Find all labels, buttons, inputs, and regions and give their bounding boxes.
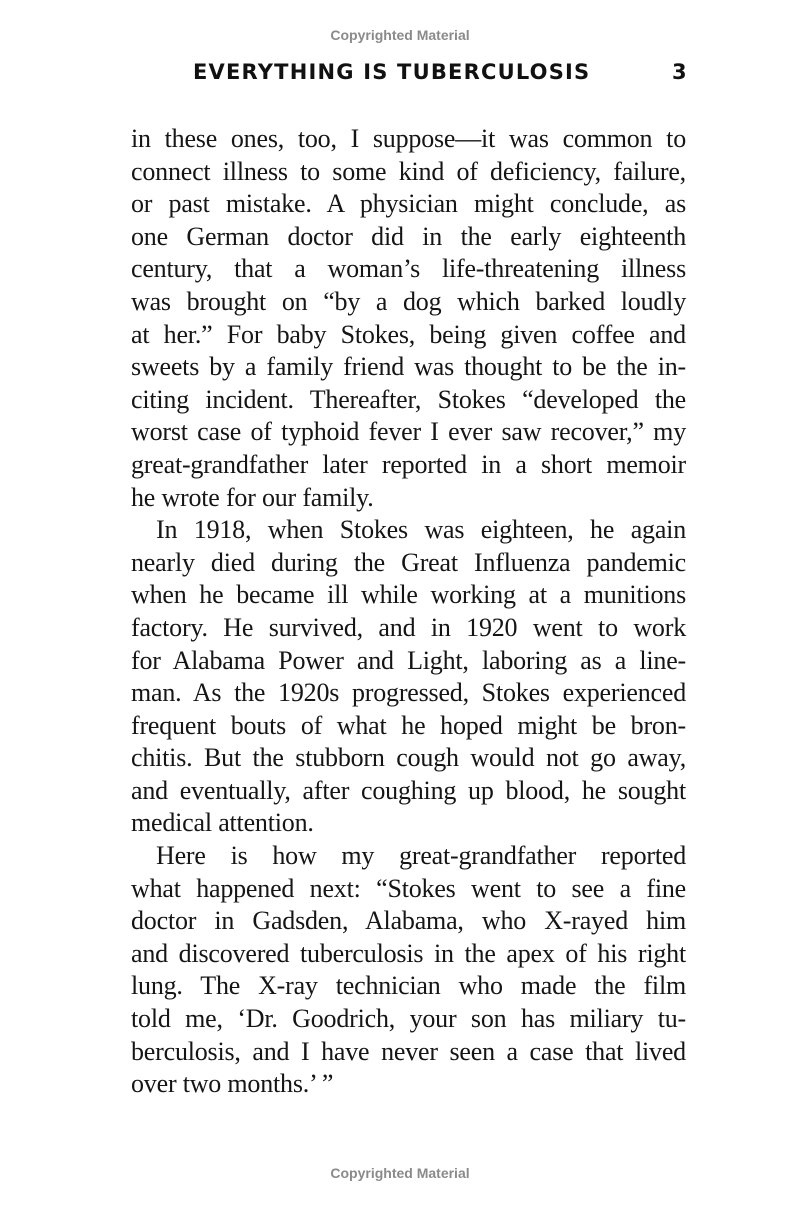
- text-line: worst case of typhoid fever I ever saw recover,” my: [131, 417, 686, 447]
- text-line: berculosis, and I have never seen a case that lived: [131, 1036, 686, 1066]
- text-line: great-grandfather later reported in a short memoir: [131, 449, 686, 479]
- copyright-watermark-top: Copyrighted Material: [330, 27, 470, 43]
- text-line: told me, ‘Dr. Goodrich, your son has miliary tu-: [131, 1004, 686, 1034]
- text-line: chitis. But the stubborn cough would not go away,: [131, 743, 686, 773]
- text-line: doctor in Gadsden, Alabama, who X-rayed him: [131, 906, 686, 936]
- text-line: and eventually, after coughing up blood, he sought: [131, 775, 686, 805]
- text-line: citing incident. Thereafter, Stokes “developed the: [131, 384, 686, 414]
- text-line: what happened next: “Stokes went to see a fine: [131, 873, 686, 903]
- page-number: 3: [672, 60, 687, 84]
- text-line: nearly died during the Great Influenza pandemic: [131, 547, 686, 577]
- text-line: lung. The X-ray technician who made the film: [131, 971, 686, 1001]
- text-line: one German doctor did in the early eighteenth: [131, 221, 686, 251]
- text-line: In 1918, when Stokes was eighteen, he again: [156, 515, 686, 545]
- text-line: and discovered tuberculosis in the apex of his right: [131, 938, 686, 968]
- text-line: factory. He survived, and in 1920 went to work: [131, 612, 686, 642]
- text-line: connect illness to some kind of deficiency, failure,: [131, 156, 686, 186]
- text-line: century, that a woman’s life-threatening illness: [131, 254, 686, 284]
- text-line: in these ones, too, I suppose—it was common to: [131, 124, 686, 153]
- body-text: [131, 123, 686, 1101]
- running-head: EVERYTHING IS TUBERCULOSIS: [193, 60, 591, 84]
- text-line: at her.” For baby Stokes, being given coffee and: [131, 319, 686, 349]
- text-line: or past mistake. A physician might conclude, as: [131, 189, 686, 219]
- text-line: he wrote for our family.: [131, 482, 374, 512]
- text-line: medical attention.: [131, 808, 314, 838]
- text-line: sweets by a family friend was thought to be the in-: [131, 352, 686, 382]
- text-line: for Alabama Power and Light, laboring as a line-: [131, 645, 686, 675]
- text-line: over two months.’ ”: [131, 1069, 334, 1099]
- text-line: was brought on “by a dog which barked loudly: [131, 286, 686, 316]
- text-line: Here is how my great-grandfather reported: [156, 841, 686, 871]
- text-line: when he became ill while working at a munitions: [131, 580, 686, 610]
- text-line: frequent bouts of what he hoped might be bron-: [131, 710, 686, 740]
- copyright-watermark-bottom: Copyrighted Material: [330, 1165, 470, 1181]
- text-line: man. As the 1920s progressed, Stokes experienced: [131, 678, 686, 708]
